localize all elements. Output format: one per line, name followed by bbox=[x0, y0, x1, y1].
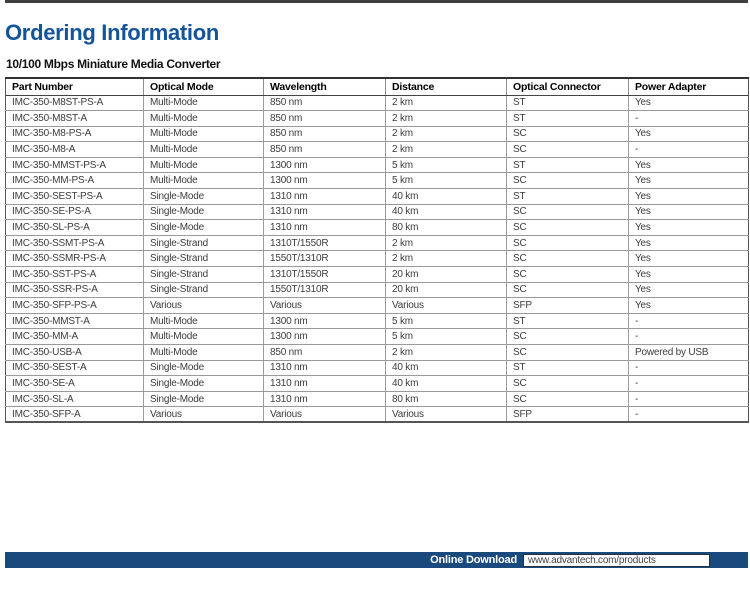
table-cell: IMC-350-M8-A bbox=[6, 142, 144, 158]
table-cell: IMC-350-SEST-PS-A bbox=[6, 189, 144, 205]
column-header: Optical Connector bbox=[507, 78, 629, 95]
download-url-box[interactable] bbox=[523, 554, 710, 567]
table-cell: 20 km bbox=[386, 282, 507, 298]
column-header: Part Number bbox=[6, 78, 144, 95]
table-row bbox=[6, 282, 749, 298]
column-header: Wavelength bbox=[264, 78, 386, 95]
table-cell: IMC-350-SEST-A bbox=[6, 360, 144, 376]
column-header: Optical Mode bbox=[144, 78, 264, 95]
table-cell: SC bbox=[507, 220, 629, 236]
page-title: Ordering Information bbox=[5, 20, 220, 45]
table-cell: Various bbox=[386, 298, 507, 314]
table-cell: 1300 nm bbox=[264, 329, 386, 345]
table-cell: Various bbox=[386, 407, 507, 423]
table-cell: - bbox=[629, 391, 749, 407]
table-row bbox=[6, 204, 749, 220]
table-cell: SC bbox=[507, 329, 629, 345]
table-cell: SC bbox=[507, 391, 629, 407]
table-cell: Multi-Mode bbox=[144, 95, 264, 111]
table-cell: 40 km bbox=[386, 189, 507, 205]
table-cell: ST bbox=[507, 157, 629, 173]
table-cell: 1310 nm bbox=[264, 376, 386, 392]
table-cell: Yes bbox=[629, 282, 749, 298]
table-cell: 850 nm bbox=[264, 142, 386, 158]
table-cell: 2 km bbox=[386, 126, 507, 142]
table-cell: SC bbox=[507, 376, 629, 392]
table-cell: SC bbox=[507, 345, 629, 361]
table-cell: 850 nm bbox=[264, 345, 386, 361]
table-cell: IMC-350-USB-A bbox=[6, 345, 144, 361]
table-cell: SFP bbox=[507, 407, 629, 423]
table-cell: Yes bbox=[629, 204, 749, 220]
download-url-text: www.advantech.com/products bbox=[528, 554, 656, 566]
table-cell: 5 km bbox=[386, 173, 507, 189]
table-cell: SC bbox=[507, 204, 629, 220]
table-cell: Yes bbox=[629, 251, 749, 267]
table-cell: SFP bbox=[507, 298, 629, 314]
table-cell: 40 km bbox=[386, 376, 507, 392]
table-cell: IMC-350-SL-PS-A bbox=[6, 220, 144, 236]
table-cell: 2 km bbox=[386, 95, 507, 111]
online-download-label: Online Download bbox=[430, 554, 517, 566]
table-row bbox=[6, 235, 749, 251]
table-cell: 1550T/1310R bbox=[264, 251, 386, 267]
table-cell: Multi-Mode bbox=[144, 111, 264, 127]
table-cell: SC bbox=[507, 251, 629, 267]
table-cell: 1550T/1310R bbox=[264, 282, 386, 298]
table-cell: Yes bbox=[629, 95, 749, 111]
table-cell: IMC-350-M8ST-A bbox=[6, 111, 144, 127]
table-cell: 40 km bbox=[386, 204, 507, 220]
table-cell: SC bbox=[507, 235, 629, 251]
table-cell: ST bbox=[507, 313, 629, 329]
table-cell: 80 km bbox=[386, 220, 507, 236]
table-row bbox=[6, 376, 749, 392]
table-cell: 1310 nm bbox=[264, 220, 386, 236]
table-cell: IMC-350-SE-PS-A bbox=[6, 204, 144, 220]
table-row bbox=[6, 298, 749, 314]
table-cell: Single-Strand bbox=[144, 251, 264, 267]
table-cell: Yes bbox=[629, 189, 749, 205]
table-row bbox=[6, 126, 749, 142]
table-row bbox=[6, 329, 749, 345]
table-cell: - bbox=[635, 408, 639, 420]
table-row bbox=[6, 345, 749, 361]
table-cell: Various bbox=[264, 407, 386, 423]
top-rule-bar bbox=[5, 0, 748, 3]
table-cell: Single-Mode bbox=[144, 376, 264, 392]
table-row bbox=[6, 189, 749, 205]
table-cell: 850 nm bbox=[264, 111, 386, 127]
table-cell: Powered by USB bbox=[629, 345, 749, 361]
table-cell: Single-Mode bbox=[144, 189, 264, 205]
table-cell: IMC-350-SE-A bbox=[6, 376, 144, 392]
table-cell: Yes bbox=[629, 173, 749, 189]
table-cell: 5 km bbox=[386, 313, 507, 329]
table-cell: - bbox=[629, 313, 749, 329]
table-row bbox=[6, 407, 749, 423]
table-cell: Yes bbox=[629, 220, 749, 236]
table-row bbox=[6, 157, 749, 173]
table-cell: 2 km bbox=[386, 111, 507, 127]
table-cell: 1300 nm bbox=[264, 157, 386, 173]
table-cell: 1300 nm bbox=[264, 313, 386, 329]
table-row bbox=[6, 142, 749, 158]
table-row bbox=[6, 111, 749, 127]
table-cell: SC bbox=[507, 267, 629, 283]
table-row bbox=[6, 391, 749, 407]
table-cell: 80 km bbox=[386, 391, 507, 407]
ordering-table-body bbox=[6, 95, 749, 422]
table-cell: IMC-350-SST-PS-A bbox=[6, 267, 144, 283]
table-row bbox=[6, 95, 749, 111]
table-cell: ST bbox=[507, 95, 629, 111]
table-cell: IMC-350-SSMT-PS-A bbox=[6, 235, 144, 251]
table-cell: 2 km bbox=[386, 235, 507, 251]
table-cell: Single-Mode bbox=[144, 391, 264, 407]
table-cell: - bbox=[629, 111, 749, 127]
table-cell: Single-Mode bbox=[144, 204, 264, 220]
table-cell: Single-Mode bbox=[144, 360, 264, 376]
table-cell: 40 km bbox=[386, 360, 507, 376]
column-header: Distance bbox=[386, 78, 507, 95]
table-cell: Multi-Mode bbox=[144, 313, 264, 329]
table-cell: - bbox=[629, 142, 749, 158]
table-row bbox=[6, 251, 749, 267]
table-row bbox=[6, 313, 749, 329]
table-cell: 1310T/1550R bbox=[264, 267, 386, 283]
table-cell: - bbox=[629, 376, 749, 392]
table-cell: IMC-350-SSR-PS-A bbox=[6, 282, 144, 298]
table-cell: IMC-350-MM-A bbox=[6, 329, 144, 345]
table-cell: Multi-Mode bbox=[144, 345, 264, 361]
table-cell: IMC-350-SSMR-PS-A bbox=[6, 251, 144, 267]
table-cell: Various bbox=[144, 298, 264, 314]
table-cell: ST bbox=[507, 360, 629, 376]
footer-download-bar bbox=[5, 552, 748, 568]
table-cell: Multi-Mode bbox=[144, 329, 264, 345]
table-cell: 850 nm bbox=[264, 95, 386, 111]
table-cell: 20 km bbox=[386, 267, 507, 283]
table-cell: 5 km bbox=[386, 157, 507, 173]
table-cell: IMC-350-SFP-PS-A bbox=[6, 298, 144, 314]
table-cell: 1310 nm bbox=[264, 391, 386, 407]
table-cell: Multi-Mode bbox=[144, 142, 264, 158]
table-cell: - bbox=[629, 329, 749, 345]
table-section-subtitle: 10/100 Mbps Miniature Media Converter bbox=[6, 57, 221, 71]
table-cell: 1310 nm bbox=[264, 360, 386, 376]
table-row bbox=[6, 267, 749, 283]
table-cell: 850 nm bbox=[264, 126, 386, 142]
table-cell: 1300 nm bbox=[264, 173, 386, 189]
table-cell: - bbox=[629, 360, 749, 376]
table-cell: Multi-Mode bbox=[144, 157, 264, 173]
table-cell: 1310T/1550R bbox=[264, 235, 386, 251]
table-row bbox=[6, 360, 749, 376]
table-cell: IMC-350-MMST-PS-A bbox=[6, 157, 144, 173]
table-cell: IMC-350-M8-PS-A bbox=[6, 126, 144, 142]
table-cell: Multi-Mode bbox=[144, 126, 264, 142]
table-cell: Yes bbox=[629, 157, 749, 173]
table-cell: 1310 nm bbox=[264, 204, 386, 220]
table-cell: 2 km bbox=[386, 251, 507, 267]
table-cell: IMC-350-MMST-A bbox=[6, 313, 144, 329]
table-cell: 5 km bbox=[386, 329, 507, 345]
table-header-row bbox=[6, 78, 749, 95]
table-cell: Yes bbox=[629, 235, 749, 251]
table-cell: SC bbox=[507, 142, 629, 158]
table-cell: IMC-350-SFP-A bbox=[6, 407, 144, 423]
table-cell: Various bbox=[144, 407, 264, 423]
table-row bbox=[6, 173, 749, 189]
column-header: Power Adapter bbox=[629, 78, 749, 95]
table-cell: 1310 nm bbox=[264, 189, 386, 205]
table-cell: ST bbox=[507, 111, 629, 127]
table-cell: Yes bbox=[629, 267, 749, 283]
table-cell: Single-Mode bbox=[144, 220, 264, 236]
table-cell: SC bbox=[507, 126, 629, 142]
ordering-information-table bbox=[5, 77, 749, 423]
table-cell: Single-Strand bbox=[144, 282, 264, 298]
table-cell: Single-Strand bbox=[144, 235, 264, 251]
table-cell: IMC-350-M8ST-PS-A bbox=[6, 95, 144, 111]
table-cell: IMC-350-SL-A bbox=[6, 391, 144, 407]
table-cell: Multi-Mode bbox=[144, 173, 264, 189]
table-cell: SC bbox=[507, 173, 629, 189]
table-cell: Yes bbox=[629, 126, 749, 142]
table-cell: 2 km bbox=[386, 142, 507, 158]
table-cell: SC bbox=[507, 282, 629, 298]
table-cell: ST bbox=[507, 189, 629, 205]
table-cell: Yes bbox=[629, 298, 749, 314]
table-row bbox=[6, 220, 749, 236]
table-cell: IMC-350-MM-PS-A bbox=[6, 173, 144, 189]
table-cell: 2 km bbox=[386, 345, 507, 361]
table-cell: Various bbox=[264, 298, 386, 314]
table-cell: Single-Strand bbox=[144, 267, 264, 283]
